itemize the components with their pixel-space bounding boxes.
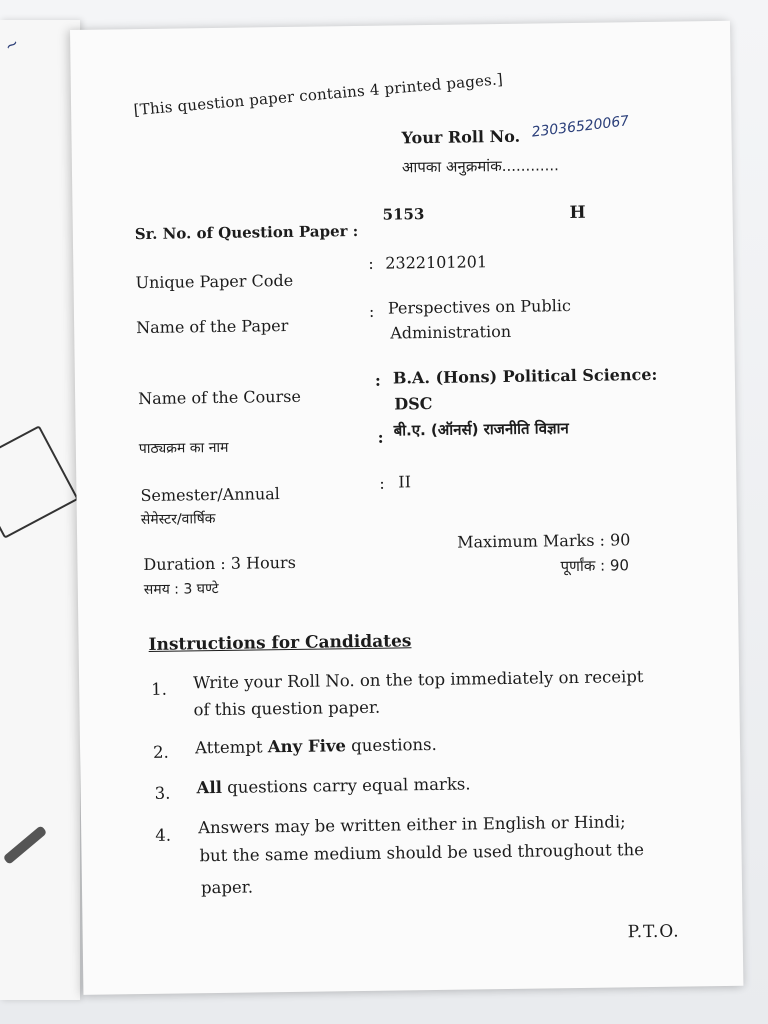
question-paper-sheet [70, 21, 743, 995]
instruction-3-post: questions carry equal marks. [221, 774, 471, 797]
instruction-4-line3: paper. [200, 877, 254, 898]
instruction-4-line1: Answers may be written either in English or Hindi; [198, 812, 626, 838]
course-hindi-colon: : [377, 427, 384, 447]
instruction-2-pre: Attempt [194, 737, 268, 758]
instruction-number: 2. [152, 742, 169, 762]
instruction-3 [196, 774, 470, 797]
semester-value: II [398, 472, 412, 492]
sr-no-label: Sr. No. of Question Paper : [134, 221, 359, 244]
instruction-3-bold: All [196, 777, 223, 798]
course-name-colon: : [374, 370, 381, 390]
paper-name-line2: Administration [390, 321, 512, 343]
instruction-number: 1. [151, 679, 168, 699]
instruction-number: 3. [154, 783, 171, 803]
instruction-number: 4. [155, 825, 172, 845]
max-marks-label: Maximum Marks : 90 [457, 530, 631, 552]
instruction-1-line1: Write your Roll No. on the top immediately on receipt [192, 667, 644, 693]
instruction-2-bold: Any Five [267, 736, 347, 757]
pen-object [3, 825, 48, 865]
semester-label: Semester/Annual [140, 484, 280, 506]
sr-no-value: 5153 [382, 205, 425, 224]
roll-number-label: Your Roll No. [401, 126, 521, 148]
duration-label: Duration : 3 Hours [143, 552, 296, 575]
roll-number-value: 23036520067 [530, 113, 630, 141]
instruction-2-post: questions. [345, 734, 437, 756]
course-name-label: Name of the Course [138, 386, 301, 409]
course-name-label-hindi: पाठ्यक्रम का नाम [138, 439, 229, 458]
set-code: H [569, 202, 586, 224]
instructions-title: Instructions for Candidates [148, 631, 412, 655]
roll-number-label-hindi: आपका अनुक्रमांक............ [401, 156, 559, 177]
underlying-sheet [0, 20, 80, 1000]
course-name-value-hindi: बी.ए. (ऑनर्स) राजनीति विज्ञान [393, 419, 569, 440]
max-marks-label-hindi: पूर्णांक : 90 [560, 556, 630, 576]
paper-name-colon: : [368, 301, 375, 321]
paper-name-line1: Perspectives on Public [387, 296, 571, 318]
instruction-1-line2: of this question paper. [193, 697, 381, 720]
duration-label-hindi: समय : 3 घण्टे [143, 580, 219, 599]
handwriting-scribble: ~ [1, 32, 23, 57]
course-name-line2: DSC [394, 393, 433, 414]
instruction-4-line2: but the same medium should be used throughout the [199, 840, 645, 866]
handwriting-box [0, 425, 79, 539]
unique-code-colon: : [368, 253, 374, 273]
unique-code-label: Unique Paper Code [135, 270, 294, 293]
course-name-line1: B.A. (Hons) Political Science: [392, 364, 658, 388]
instruction-2 [195, 735, 437, 757]
printed-pages-note: [This question paper contains 4 printed pages.] [132, 70, 504, 120]
semester-label-hindi: सेमेस्टर/वार्षिक [140, 511, 216, 529]
semester-colon: : [379, 473, 385, 493]
unique-code-value: 2322101201 [385, 252, 488, 273]
paper-name-label: Name of the Paper [136, 315, 289, 338]
please-turn-over: P.T.O. [627, 921, 680, 943]
